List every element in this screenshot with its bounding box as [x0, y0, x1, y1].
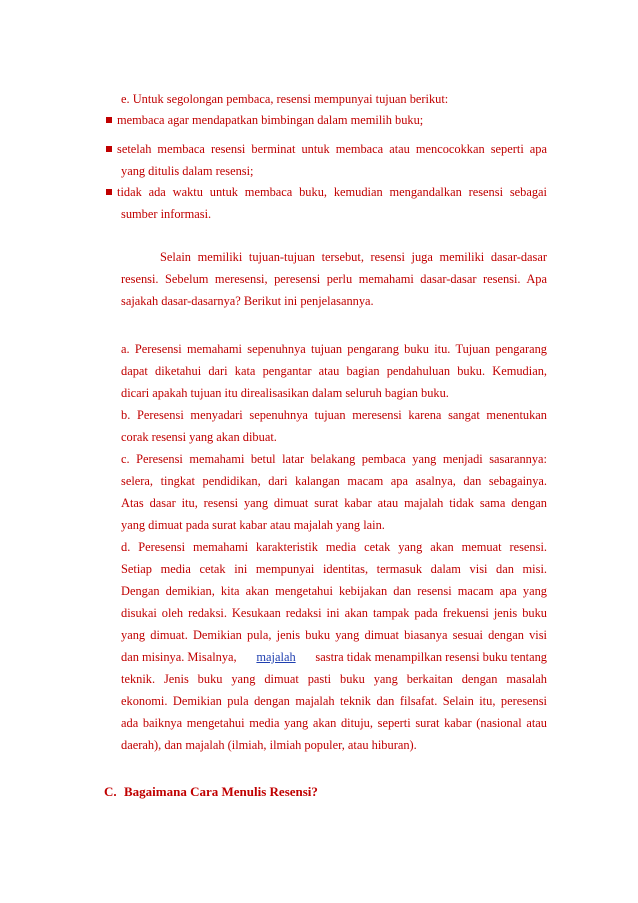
list-line: dicari apakah tujuan itu direalisasikan dalam seluruh bagian buku. — [121, 386, 449, 400]
list-line: b. Peresensi menyadari sepenuhnya tujuan meresensi karena sangat menentukan — [121, 408, 547, 422]
section-heading-label: C. — [104, 784, 117, 799]
list-line: dapat diketahui dari kata pengantar atau bagian pendahuluan buku. Kemudian, — [121, 364, 547, 378]
bullet-2-line-2: yang ditulis dalam resensi; — [121, 164, 254, 178]
list-line: Atas dasar itu, resensi yang dimuat surat kabar atau majalah tidak sama dengan — [121, 496, 547, 510]
list-line: a. Peresensi memahami sepenuhnya tujuan pengarang buku itu. Tujuan pengarang — [121, 342, 547, 356]
list-line: c. Peresensi memahami betul latar belakang pembaca yang menjadi sasarannya: — [121, 452, 547, 466]
intro-line: e. Untuk segolongan pembaca, resensi mempunyai tujuan berikut: — [121, 92, 449, 106]
section-heading-title: Bagaimana Cara Menulis Resensi? — [124, 784, 318, 799]
bullet-square-icon — [106, 146, 112, 152]
paragraph-line-2: resensi. Sebelum meresensi, peresensi perlu memahami dasar-dasar resensi. Apa — [121, 272, 547, 286]
bullet-square-icon — [106, 117, 112, 123]
list-line: yang dimuat. Demikian pula, jenis buku yang dimuat biasanya sesuai dengan visi — [121, 628, 547, 642]
link-line-after: sastra tidak menampilkan resensi buku tentang — [315, 650, 547, 664]
list-line: ada baiknya mengetahui media yang akan dituju, seperti surat kabar (nasional atau — [121, 716, 547, 730]
majalah-link[interactable]: majalah — [256, 650, 296, 664]
list-line: teknik. Jenis buku yang dimuat pasti buku yang berkaitan dengan masalah — [121, 672, 547, 686]
bullet-3-line-1: tidak ada waktu untuk membaca buku, kemudian mengandalkan resensi sebagai — [117, 185, 547, 199]
bullet-3-line-2: sumber informasi. — [121, 207, 212, 221]
list-line: yang dimuat pada surat kabar atau majalah yang lain. — [121, 518, 385, 532]
bullet-2-line-1: setelah membaca resensi berminat untuk membaca atau mencocokkan seperti apa — [117, 142, 547, 156]
link-line-before: dan misinya. Misalnya, — [121, 650, 237, 664]
list-line: d. Peresensi memahami karakteristik media cetak yang akan memuat resensi. — [121, 540, 547, 554]
list-line-with-link — [121, 646, 547, 668]
paragraph-line-3: sajakah dasar-dasarnya? Berikut ini penjelasannya. — [121, 294, 374, 308]
list-line: ekonomi. Demikian pula dengan majalah teknik dan filsafat. Selain itu, peresensi — [121, 694, 547, 708]
bullet-1-line-1: membaca agar mendapatkan bimbingan dalam memilih buku; — [117, 113, 424, 127]
list-line: Dengan demikian, kita akan mengetahui kebijakan dan resensi macam apa yang — [121, 584, 547, 598]
list-line: corak resensi yang akan dibuat. — [121, 430, 277, 444]
list-line: Setiap media cetak ini mempunyai identitas, termasuk dalam visi dan misi. — [121, 562, 547, 576]
list-line: daerah), dan majalah (ilmiah, ilmiah populer, atau hiburan). — [121, 738, 417, 752]
list-line: disukai oleh redaksi. Kesukaan redaksi ini akan tampak pada frekuensi jenis buku — [121, 606, 547, 620]
bullet-square-icon — [106, 189, 112, 195]
paragraph-line-1: Selain memiliki tujuan-tujuan tersebut, resensi juga memiliki dasar-dasar — [160, 250, 547, 264]
list-line: selera, tingkat pendidikan, dari kalangan macam apa asalnya, dan sebagainya. — [121, 474, 547, 488]
